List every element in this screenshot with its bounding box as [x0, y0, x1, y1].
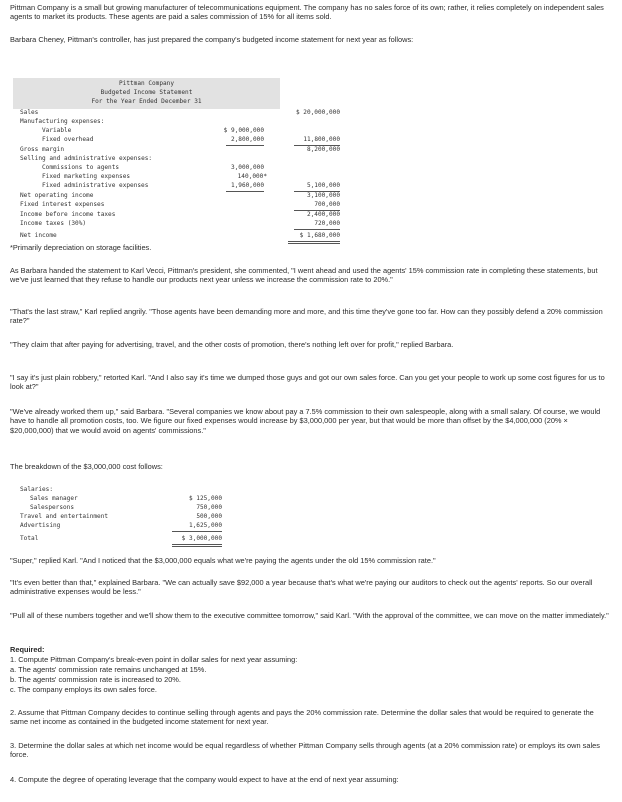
subtotal-rule [226, 145, 264, 146]
variable-label: Variable [42, 127, 72, 134]
salaries-label: Salaries: [20, 486, 54, 493]
mfg-expenses-label: Manufacturing expenses: [20, 118, 105, 125]
net-operating-income-value: 3,100,000 [306, 192, 340, 199]
fixed-overhead-label: Fixed overhead [42, 136, 94, 143]
double-rule [172, 544, 222, 545]
sales-manager-value: $ 125,000 [188, 495, 222, 502]
travel-value: 500,000 [196, 513, 222, 520]
total-label: Total [20, 535, 39, 542]
question-1a: a. The agents' commission rate remains unchanged at 15%. [10, 665, 207, 674]
gross-margin-value: 8,200,000 [306, 146, 340, 153]
statement-company-name: Pittman Company [118, 80, 175, 87]
story-paragraph-8: "It's even better than that," explained Barbara. "We can actually save $92,000 a year because that's what we're paying our auditors to check out the agents' reports. So our overall administrative expenses would be less." [10, 578, 593, 597]
income-before-taxes-label: Income before income taxes [20, 211, 116, 218]
double-rule [172, 546, 222, 547]
story-paragraph-7: "Super," replied Karl. "And I noticed that the $3,000,000 equals what we're paying the agents under the old 15% commission rate." [10, 556, 436, 565]
fixed-overhead-value: 2,800,000 [230, 136, 264, 143]
variable-value: $ 9,000,000 [223, 127, 264, 134]
net-operating-income-label: Net operating income [20, 192, 94, 199]
question-3: 3. Determine the dollar sales at which net income would be equal regardless of whether Pittman Company sells through agents (at a 20% commission rate) or employs its own sales force. [10, 741, 600, 760]
sales-manager-label: Sales manager [30, 495, 78, 502]
fixed-interest-value: 700,000 [314, 201, 340, 208]
intro-paragraph: Pittman Company is a small but growing manufacturer of telecommunications equipment. The company has no sales force of its own; rather, it relies completely on independent sales agents to market its products. These agents are paid a sales commission of 15% for all items sold. [10, 3, 604, 22]
income-before-taxes-value: 2,400,000 [306, 211, 340, 218]
story-paragraph-3: "They claim that after paying for advertising, travel, and the other costs of promotion, there's nothing left over for profit," replied Barbara. [10, 340, 454, 349]
question-1b: b. The agents' commission rate is increased to 20%. [10, 675, 181, 684]
gross-margin-label: Gross margin [20, 146, 65, 153]
advertising-value: 1,625,000 [188, 522, 222, 529]
story-paragraph-5: "We've already worked them up," said Barbara. "Several companies we know about pay a 7.5% commission to their own salespeople, along with a small salary. Of course, we would have to handle all promotion costs, too. We figure our fixed expenses would increase by $3,000,000 per year, but that would be more than offset by the $4,000,000 (20% × $20,000,000) that we would avoid on agents' commissions." [10, 407, 601, 435]
net-income-value: $ 1,680,000 [299, 232, 340, 239]
question-1: 1. Compute Pittman Company's break-even point in dollar sales for next year assuming: [10, 655, 298, 664]
sales-label: Sales [20, 109, 39, 116]
advertising-label: Advertising [20, 522, 61, 529]
subtotal-rule [226, 191, 264, 192]
mfg-total-value: 11,800,000 [303, 136, 340, 143]
fixed-interest-label: Fixed interest expenses [20, 201, 105, 208]
commissions-label: Commissions to agents [42, 164, 120, 171]
commissions-value: 3,000,000 [230, 164, 264, 171]
income-taxes-label: Income taxes (30%) [20, 220, 87, 227]
statement-period: For the Year Ended December 31 [91, 98, 202, 105]
double-rule [288, 241, 340, 242]
fixed-admin-label: Fixed administrative expenses [42, 182, 149, 189]
story-paragraph-2: "That's the last straw," Karl replied angrily. "Those agents have been demanding more and more, and this time they've gone too far. How can they possibly defend a 20% commission rate?" [10, 307, 603, 326]
statement-title: Budgeted Income Statement [100, 89, 193, 96]
subtotal-rule [294, 229, 340, 230]
fixed-marketing-value: 140,000* [237, 173, 267, 180]
statement-footnote: *Primarily depreciation on storage facilities. [10, 243, 152, 252]
salespersons-label: Salespersons [30, 504, 75, 511]
fixed-marketing-label: Fixed marketing expenses [42, 173, 131, 180]
sales-value: $ 20,000,000 [295, 109, 340, 116]
story-paragraph-9: "Pull all of these numbers together and we'll show them to the executive committee tomorrow," said Karl. "With the approval of the committee, we can move on the matter immediately." [10, 611, 609, 620]
net-income-label: Net income [20, 232, 57, 239]
total-value: $ 3,000,000 [181, 535, 222, 542]
sga-expenses-label: Selling and administrative expenses: [20, 155, 153, 162]
income-taxes-value: 720,000 [314, 220, 340, 227]
sga-total-value: 5,100,000 [306, 182, 340, 189]
required-heading: Required: [10, 645, 45, 654]
fixed-admin-value: 1,960,000 [230, 182, 264, 189]
intro-paragraph-2: Barbara Cheney, Pittman's controller, has just prepared the company's budgeted income statement for next year as follows: [10, 35, 414, 44]
subtotal-rule [172, 531, 222, 532]
salespersons-value: 750,000 [196, 504, 222, 511]
question-4: 4. Compute the degree of operating leverage that the company would expect to have at the end of next year assuming: [10, 775, 399, 784]
question-2: 2. Assume that Pittman Company decides to continue selling through agents and pays the 20% commission rate. Determine the dollar sales that would be required to generate the same net income as contained in the budgeted income statement for next year. [10, 708, 594, 727]
story-paragraph-4: "I say it's just plain robbery," retorted Karl. "And I also say it's time we dumped those guys and got our own sales force. Can you get your people to work up some cost figures for us to look at?" [10, 373, 605, 392]
travel-label: Travel and entertainment [20, 513, 109, 520]
question-1c: c. The company employs its own sales force. [10, 685, 157, 694]
story-paragraph-1: As Barbara handed the statement to Karl Vecci, Pittman's president, she commented, "I went ahead and used the agents' 15% commission rate in completing these statements, but we've just learned that they refuse to handle our products next year unless we increase the commission rate to 20%." [10, 266, 598, 285]
story-paragraph-6: The breakdown of the $3,000,000 cost follows: [10, 462, 163, 471]
